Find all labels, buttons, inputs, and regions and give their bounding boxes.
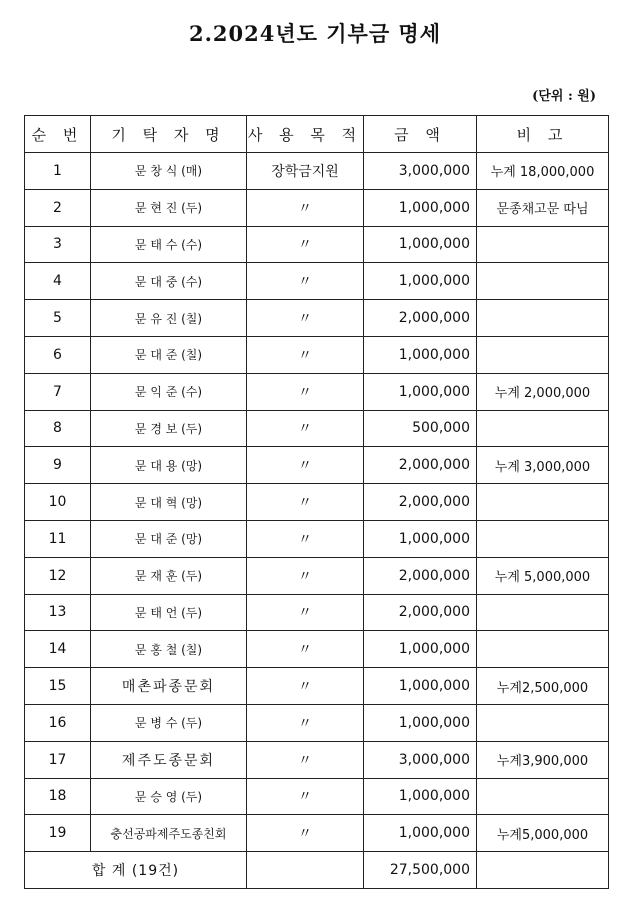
cell-purpose: 〃 [247, 704, 364, 741]
table-row [25, 741, 609, 778]
cell-amount: 2,000,000 [364, 557, 477, 594]
cell-no: 5 [25, 300, 91, 337]
table-row [25, 557, 609, 594]
cell-donor: 문 대 용 (망) [91, 447, 247, 484]
cell-no: 3 [25, 226, 91, 263]
cell-purpose: 〃 [247, 447, 364, 484]
cell-no: 8 [25, 410, 91, 447]
cell-note: 누계2,500,000 [477, 668, 609, 705]
cell-purpose: 〃 [247, 410, 364, 447]
cell-purpose: 〃 [247, 668, 364, 705]
table-row [25, 594, 609, 631]
cell-amount: 1,000,000 [364, 815, 477, 852]
table-row [25, 336, 609, 373]
cell-note: 누계5,000,000 [477, 815, 609, 852]
cell-purpose: 〃 [247, 778, 364, 815]
cell-donor: 문 창 식 (매) [91, 153, 247, 190]
total-note [477, 852, 609, 889]
cell-donor: 문 대 준 (칠) [91, 336, 247, 373]
cell-note [477, 226, 609, 263]
cell-donor: 문 현 진 (두) [91, 189, 247, 226]
cell-note [477, 594, 609, 631]
cell-donor: 문 승 영 (두) [91, 778, 247, 815]
cell-no: 9 [25, 447, 91, 484]
cell-no: 10 [25, 484, 91, 521]
cell-note [477, 704, 609, 741]
cell-no: 12 [25, 557, 91, 594]
cell-donor: 문 유 진 (칠) [91, 300, 247, 337]
cell-amount: 1,000,000 [364, 631, 477, 668]
cell-donor: 문 재 훈 (두) [91, 557, 247, 594]
table-row [25, 300, 609, 337]
cell-donor: 문 익 준 (수) [91, 373, 247, 410]
table-row [25, 263, 609, 300]
cell-donor: 문 대 혁 (망) [91, 484, 247, 521]
cell-donor: 문 홍 철 (칠) [91, 631, 247, 668]
cell-note: 누계 5,000,000 [477, 557, 609, 594]
cell-donor: 문 태 수 (수) [91, 226, 247, 263]
cell-purpose: 〃 [247, 594, 364, 631]
cell-donor: 문 병 수 (두) [91, 704, 247, 741]
cell-no: 7 [25, 373, 91, 410]
header-amount: 금 액 [364, 116, 477, 153]
cell-amount: 1,000,000 [364, 263, 477, 300]
cell-purpose: 〃 [247, 520, 364, 557]
cell-purpose: 〃 [247, 815, 364, 852]
cell-purpose: 〃 [247, 263, 364, 300]
cell-note [477, 520, 609, 557]
cell-no: 17 [25, 741, 91, 778]
table-row [25, 484, 609, 521]
cell-purpose: 〃 [247, 741, 364, 778]
cell-no: 6 [25, 336, 91, 373]
table-row [25, 520, 609, 557]
cell-amount: 2,000,000 [364, 300, 477, 337]
cell-no: 18 [25, 778, 91, 815]
cell-amount: 2,000,000 [364, 594, 477, 631]
cell-note: 문종채고문 따님 [477, 189, 609, 226]
table-row [25, 373, 609, 410]
cell-note: 누계 3,000,000 [477, 447, 609, 484]
cell-note [477, 631, 609, 668]
cell-no: 2 [25, 189, 91, 226]
cell-no: 13 [25, 594, 91, 631]
table-row [25, 815, 609, 852]
cell-no: 4 [25, 263, 91, 300]
cell-note [477, 300, 609, 337]
cell-no: 19 [25, 815, 91, 852]
cell-purpose: 〃 [247, 484, 364, 521]
cell-purpose: 〃 [247, 336, 364, 373]
header-donor: 기 탁 자 명 [91, 116, 247, 153]
cell-note [477, 778, 609, 815]
cell-amount: 1,000,000 [364, 189, 477, 226]
cell-note [477, 484, 609, 521]
cell-amount: 1,000,000 [364, 704, 477, 741]
cell-donor: 매촌파종문회 [91, 668, 247, 705]
cell-amount: 3,000,000 [364, 741, 477, 778]
cell-donor: 문 경 보 (두) [91, 410, 247, 447]
donation-table [24, 115, 609, 889]
cell-amount: 1,000,000 [364, 226, 477, 263]
table-row [25, 704, 609, 741]
cell-amount: 1,000,000 [364, 668, 477, 705]
cell-purpose: 장학금지원 [247, 153, 364, 190]
cell-note [477, 336, 609, 373]
unit-label: (단위 : 원) [532, 89, 596, 104]
cell-no: 14 [25, 631, 91, 668]
cell-note [477, 263, 609, 300]
table-row [25, 778, 609, 815]
table-row [25, 668, 609, 705]
table-row [25, 189, 609, 226]
cell-amount: 1,000,000 [364, 373, 477, 410]
cell-no: 1 [25, 153, 91, 190]
cell-note: 누계 2,000,000 [477, 373, 609, 410]
header-purpose: 사 용 목 적 [247, 116, 364, 153]
total-amount: 27,500,000 [364, 852, 477, 889]
cell-purpose: 〃 [247, 373, 364, 410]
cell-amount: 2,000,000 [364, 447, 477, 484]
table-row [25, 153, 609, 190]
table-row [25, 447, 609, 484]
cell-no: 16 [25, 704, 91, 741]
header-row [25, 116, 609, 153]
cell-purpose: 〃 [247, 226, 364, 263]
page-title: 2.2024년도 기부금 명세 [189, 21, 441, 46]
cell-donor: 문 대 준 (망) [91, 520, 247, 557]
cell-donor: 제주도종문회 [91, 741, 247, 778]
cell-amount: 1,000,000 [364, 520, 477, 557]
cell-donor: 충선공파제주도종친회 [91, 815, 247, 852]
total-label: 합 계 (19건) [25, 852, 247, 889]
total-row [25, 852, 609, 889]
cell-note: 누계 18,000,000 [477, 153, 609, 190]
header-no: 순 번 [25, 116, 91, 153]
cell-donor: 문 태 언 (두) [91, 594, 247, 631]
cell-no: 11 [25, 520, 91, 557]
cell-amount: 2,000,000 [364, 484, 477, 521]
cell-note: 누계3,900,000 [477, 741, 609, 778]
table-row [25, 226, 609, 263]
cell-amount: 1,000,000 [364, 336, 477, 373]
cell-amount: 3,000,000 [364, 153, 477, 190]
table-row [25, 410, 609, 447]
cell-donor: 문 대 중 (수) [91, 263, 247, 300]
cell-purpose: 〃 [247, 631, 364, 668]
cell-purpose: 〃 [247, 557, 364, 594]
total-purpose [247, 852, 364, 889]
cell-note [477, 410, 609, 447]
cell-amount: 1,000,000 [364, 778, 477, 815]
header-note: 비 고 [477, 116, 609, 153]
cell-purpose: 〃 [247, 300, 364, 337]
cell-purpose: 〃 [247, 189, 364, 226]
cell-amount: 500,000 [364, 410, 477, 447]
cell-no: 15 [25, 668, 91, 705]
table-row [25, 631, 609, 668]
